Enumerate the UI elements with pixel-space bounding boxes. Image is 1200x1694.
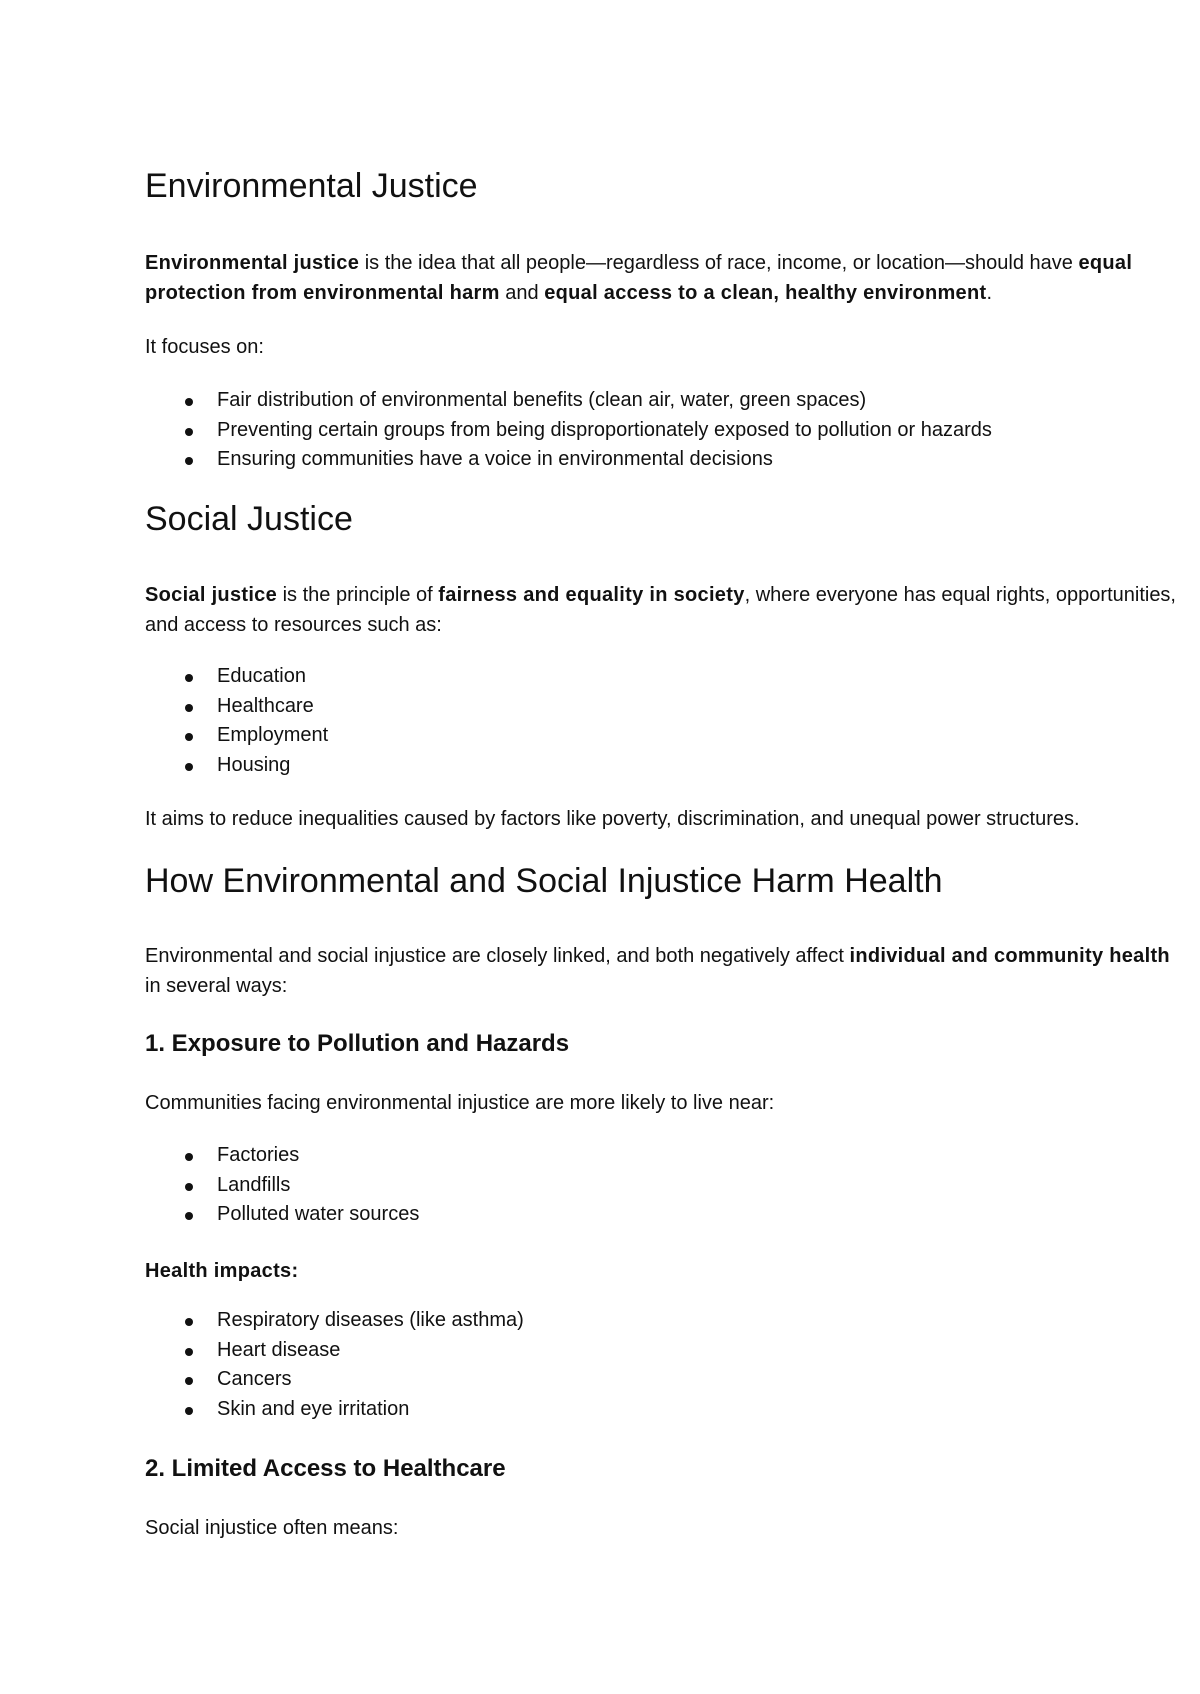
social-aim-paragraph: It aims to reduce inequalities caused by factors like poverty, discrimination, and unequal power structures. (145, 808, 1080, 830)
list-item: Cancers (145, 1365, 1145, 1395)
social-definition-paragraph (145, 580, 1185, 640)
env-def-text-2: and (499, 282, 545, 304)
list-item: Healthcare (145, 692, 1145, 722)
list-item: Skin and eye irritation (145, 1395, 1145, 1425)
social-def-bold-2: fairness and equality in society (438, 584, 745, 606)
heading-exposure-pollution: 1. Exposure to Pollution and Hazards (145, 1030, 570, 1057)
heading-harm-health: How Environmental and Social Injustice Harm Health (145, 862, 943, 900)
list-item: Education (145, 662, 1145, 692)
harm-intro-bold: individual and community health (849, 945, 1170, 967)
list-item: Ensuring communities have a voice in environmental decisions (145, 445, 1145, 475)
social-def-text-2: , where everyone has equal rights, opportunities, and access to resources such as: (145, 584, 1176, 636)
env-def-bold-2: equal protection from environmental harm (145, 252, 1133, 304)
list-item: Polluted water sources (145, 1200, 1145, 1230)
env-def-bold-1: Environmental justice (145, 252, 360, 274)
heading-environmental-justice: Environmental Justice (145, 167, 478, 205)
list-item: Housing (145, 751, 1145, 781)
limited-healthcare-intro: Social injustice often means: (145, 1517, 399, 1539)
env-def-text-1: is the idea that all people—regardless of race, income, or location—should have (359, 252, 1079, 274)
harm-intro-text-1: Environmental and social injustice are closely linked, and both negatively affect (145, 945, 850, 967)
health-impacts-list (145, 1306, 1145, 1424)
list-item: Employment (145, 721, 1145, 751)
harm-intro-paragraph (145, 941, 1185, 1001)
list-item: Factories (145, 1141, 1145, 1171)
env-focus-intro: It focuses on: (145, 336, 264, 358)
env-def-bold-3: equal access to a clean, healthy environment (544, 282, 987, 304)
heading-limited-healthcare: 2. Limited Access to Healthcare (145, 1455, 506, 1482)
social-resources-list (145, 662, 1145, 780)
exposure-places-list (145, 1141, 1145, 1230)
harm-intro-text-2: in several ways: (145, 975, 288, 997)
heading-social-justice: Social Justice (145, 500, 353, 538)
list-item: Preventing certain groups from being disproportionately exposed to pollution or hazards (145, 416, 1145, 446)
exposure-intro: Communities facing environmental injustice are more likely to live near: (145, 1092, 775, 1114)
health-impacts-label-text: Health impacts: (145, 1260, 299, 1282)
env-focus-list (145, 386, 1145, 475)
list-item: Fair distribution of environmental benefits (clean air, water, green spaces) (145, 386, 1145, 416)
list-item: Heart disease (145, 1336, 1145, 1366)
list-item: Respiratory diseases (like asthma) (145, 1306, 1145, 1336)
env-def-text-3: . (986, 282, 993, 304)
health-impacts-label (145, 1256, 1185, 1286)
list-item: Landfills (145, 1171, 1145, 1201)
social-def-text-1: is the principle of (277, 584, 439, 606)
social-def-bold-1: Social justice (145, 584, 278, 606)
env-definition-paragraph (145, 248, 1185, 308)
